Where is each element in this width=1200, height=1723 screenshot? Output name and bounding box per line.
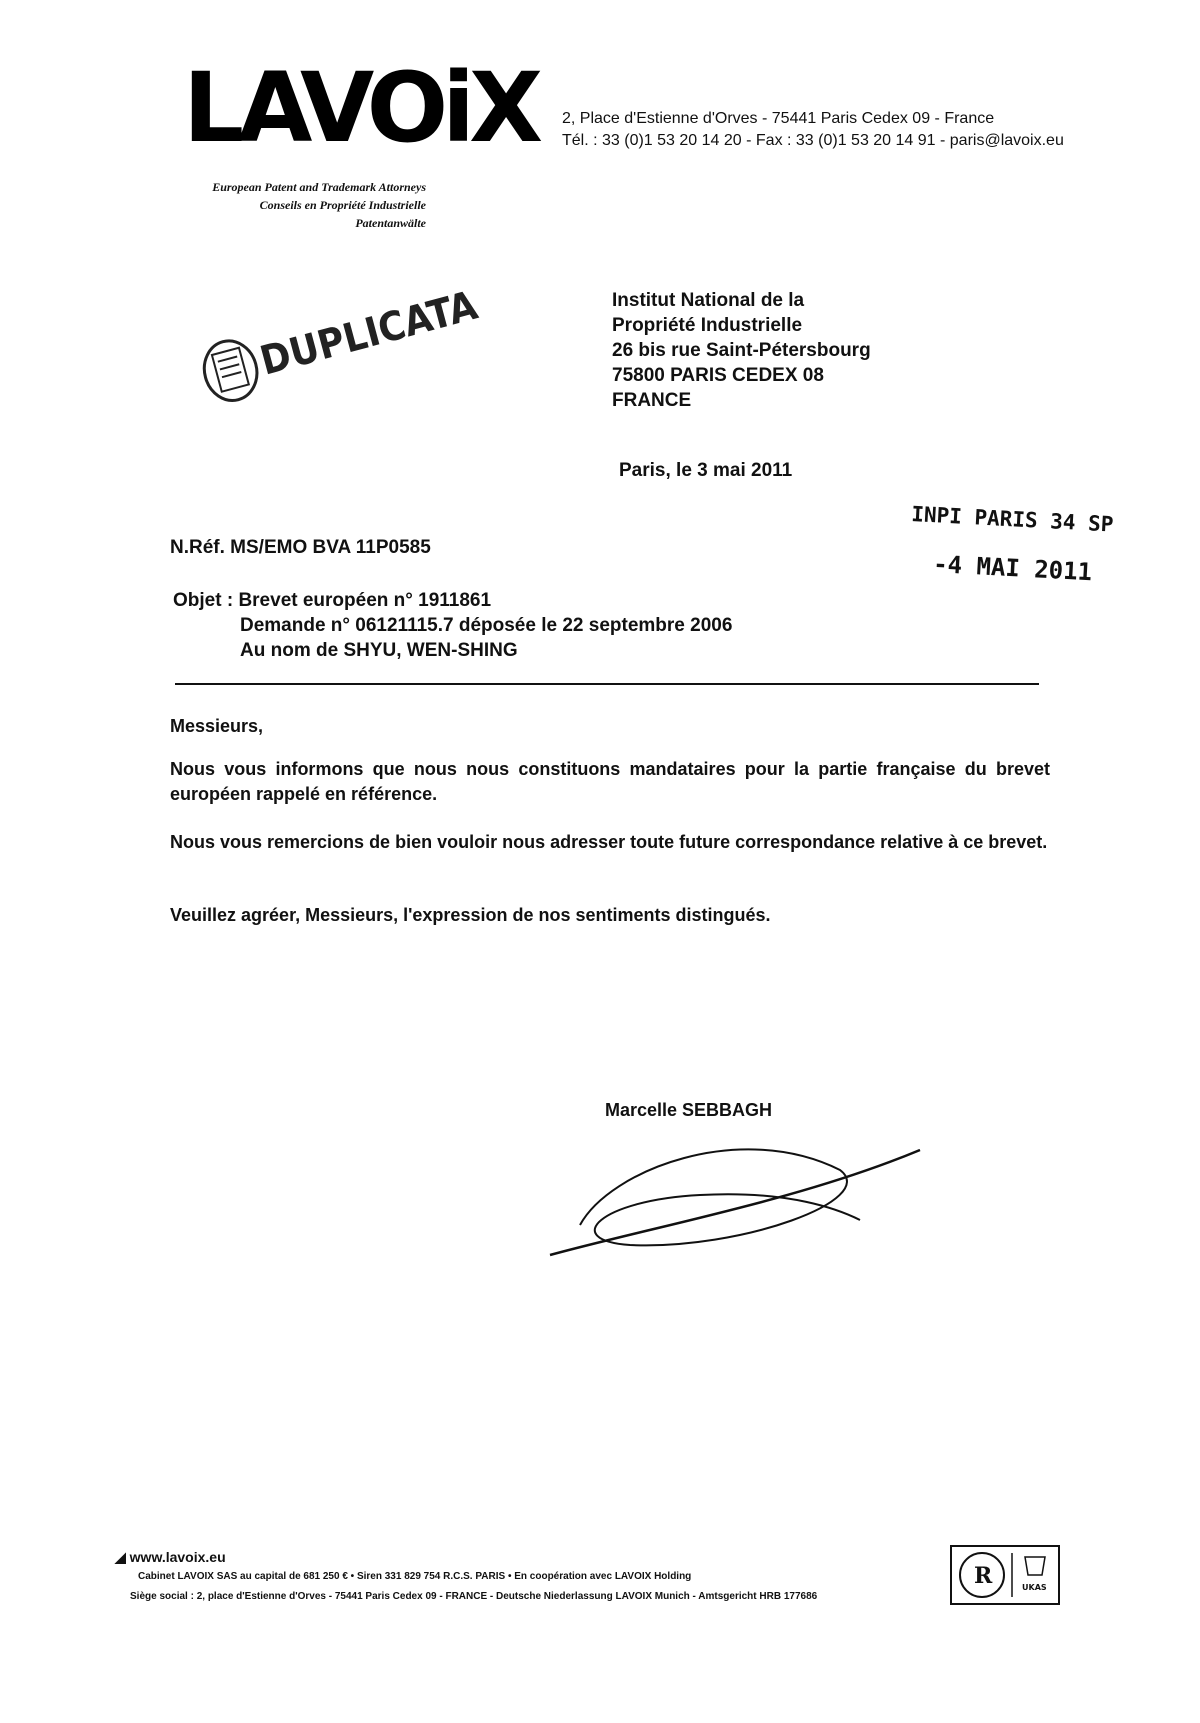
address-line-2: Tél. : 33 (0)1 53 20 14 20 - Fax : 33 (0)1 53 20 14 91 - paris@lavoix.eu bbox=[562, 132, 1064, 149]
recipient-line: 26 bis rue Saint-Pétersbourg bbox=[612, 340, 871, 361]
lavoix-logo: LAVOiX bbox=[183, 52, 538, 164]
footer-line-1: Cabinet LAVOIX SAS au capital de 681 250 € • Siren 331 829 754 R.C.S. PARIS • En coopération avec LAVOIX Holding bbox=[138, 1571, 692, 1582]
sender-address bbox=[562, 108, 1064, 152]
paragraph-3: Veuillez agréer, Messieurs, l'expression de nos sentiments distingués. bbox=[170, 905, 771, 925]
subtitle-line-1: European Patent and Trademark Attorneys bbox=[212, 180, 426, 194]
svg-text:R: R bbox=[974, 1563, 993, 1589]
recipient-address bbox=[612, 288, 871, 413]
footer-website bbox=[115, 1549, 226, 1566]
salutation: Messieurs, bbox=[170, 716, 264, 736]
logo-subtitle bbox=[150, 178, 426, 232]
signature bbox=[540, 1130, 930, 1275]
recipient-line: Institut National de la bbox=[612, 290, 805, 311]
duplicata-stamp bbox=[190, 273, 483, 427]
recipient-line: FRANCE bbox=[612, 390, 692, 411]
reference: N.Réf. MS/EMO BVA 11P0585 bbox=[170, 537, 431, 558]
website-link[interactable]: www.lavoix.eu bbox=[129, 1549, 226, 1565]
inpi-stamp-line1: INPI PARIS 34 SP bbox=[910, 502, 1115, 537]
cert-label: UKAS bbox=[1022, 1583, 1047, 1592]
subject-block bbox=[173, 588, 732, 663]
inpi-stamp-date: -4 MAI 2011 bbox=[932, 550, 1093, 587]
divider bbox=[175, 683, 1039, 685]
subject-line-3: Au nom de SHYU, WEN-SHING bbox=[240, 640, 518, 661]
subject-line-1: Objet : Brevet européen n° 1911861 bbox=[173, 590, 492, 611]
recipient-line: 75800 PARIS CEDEX 08 bbox=[612, 365, 824, 386]
paragraph-2: Nous vous remercions de bien vouloir nous adresser toute future correspondance relative à ce brevet. bbox=[170, 832, 1048, 852]
address-line-1: 2, Place d'Estienne d'Orves - 75441 Paris Cedex 09 - France bbox=[562, 110, 995, 127]
duplicata-text: DUPLICATA bbox=[255, 282, 483, 385]
signer-name: Marcelle SEBBAGH bbox=[605, 1100, 773, 1120]
certification-badge bbox=[950, 1545, 1060, 1610]
subtitle-line-2: Conseils en Propriété Industrielle bbox=[259, 198, 426, 212]
footer-line-2: Siège social : 2, place d'Estienne d'Orves - 75441 Paris Cedex 09 - FRANCE - Deutsche Niederlassung LAVOIX Munich - Amtsgericht HRB 177686 bbox=[130, 1591, 818, 1602]
recipient-line: Propriété Industrielle bbox=[612, 315, 803, 336]
subject-line-2: Demande n° 06121115.7 déposée le 22 septembre 2006 bbox=[240, 615, 733, 636]
footer-arrow-icon: ◢ bbox=[115, 1549, 126, 1565]
subtitle-line-3: Patentanwälte bbox=[355, 216, 426, 230]
letter-date: Paris, le 3 mai 2011 bbox=[619, 460, 793, 481]
paragraph-1: Nous vous informons que nous nous constituons mandataires pour la partie française du brevet européen rappelé en référence. bbox=[170, 759, 1050, 804]
